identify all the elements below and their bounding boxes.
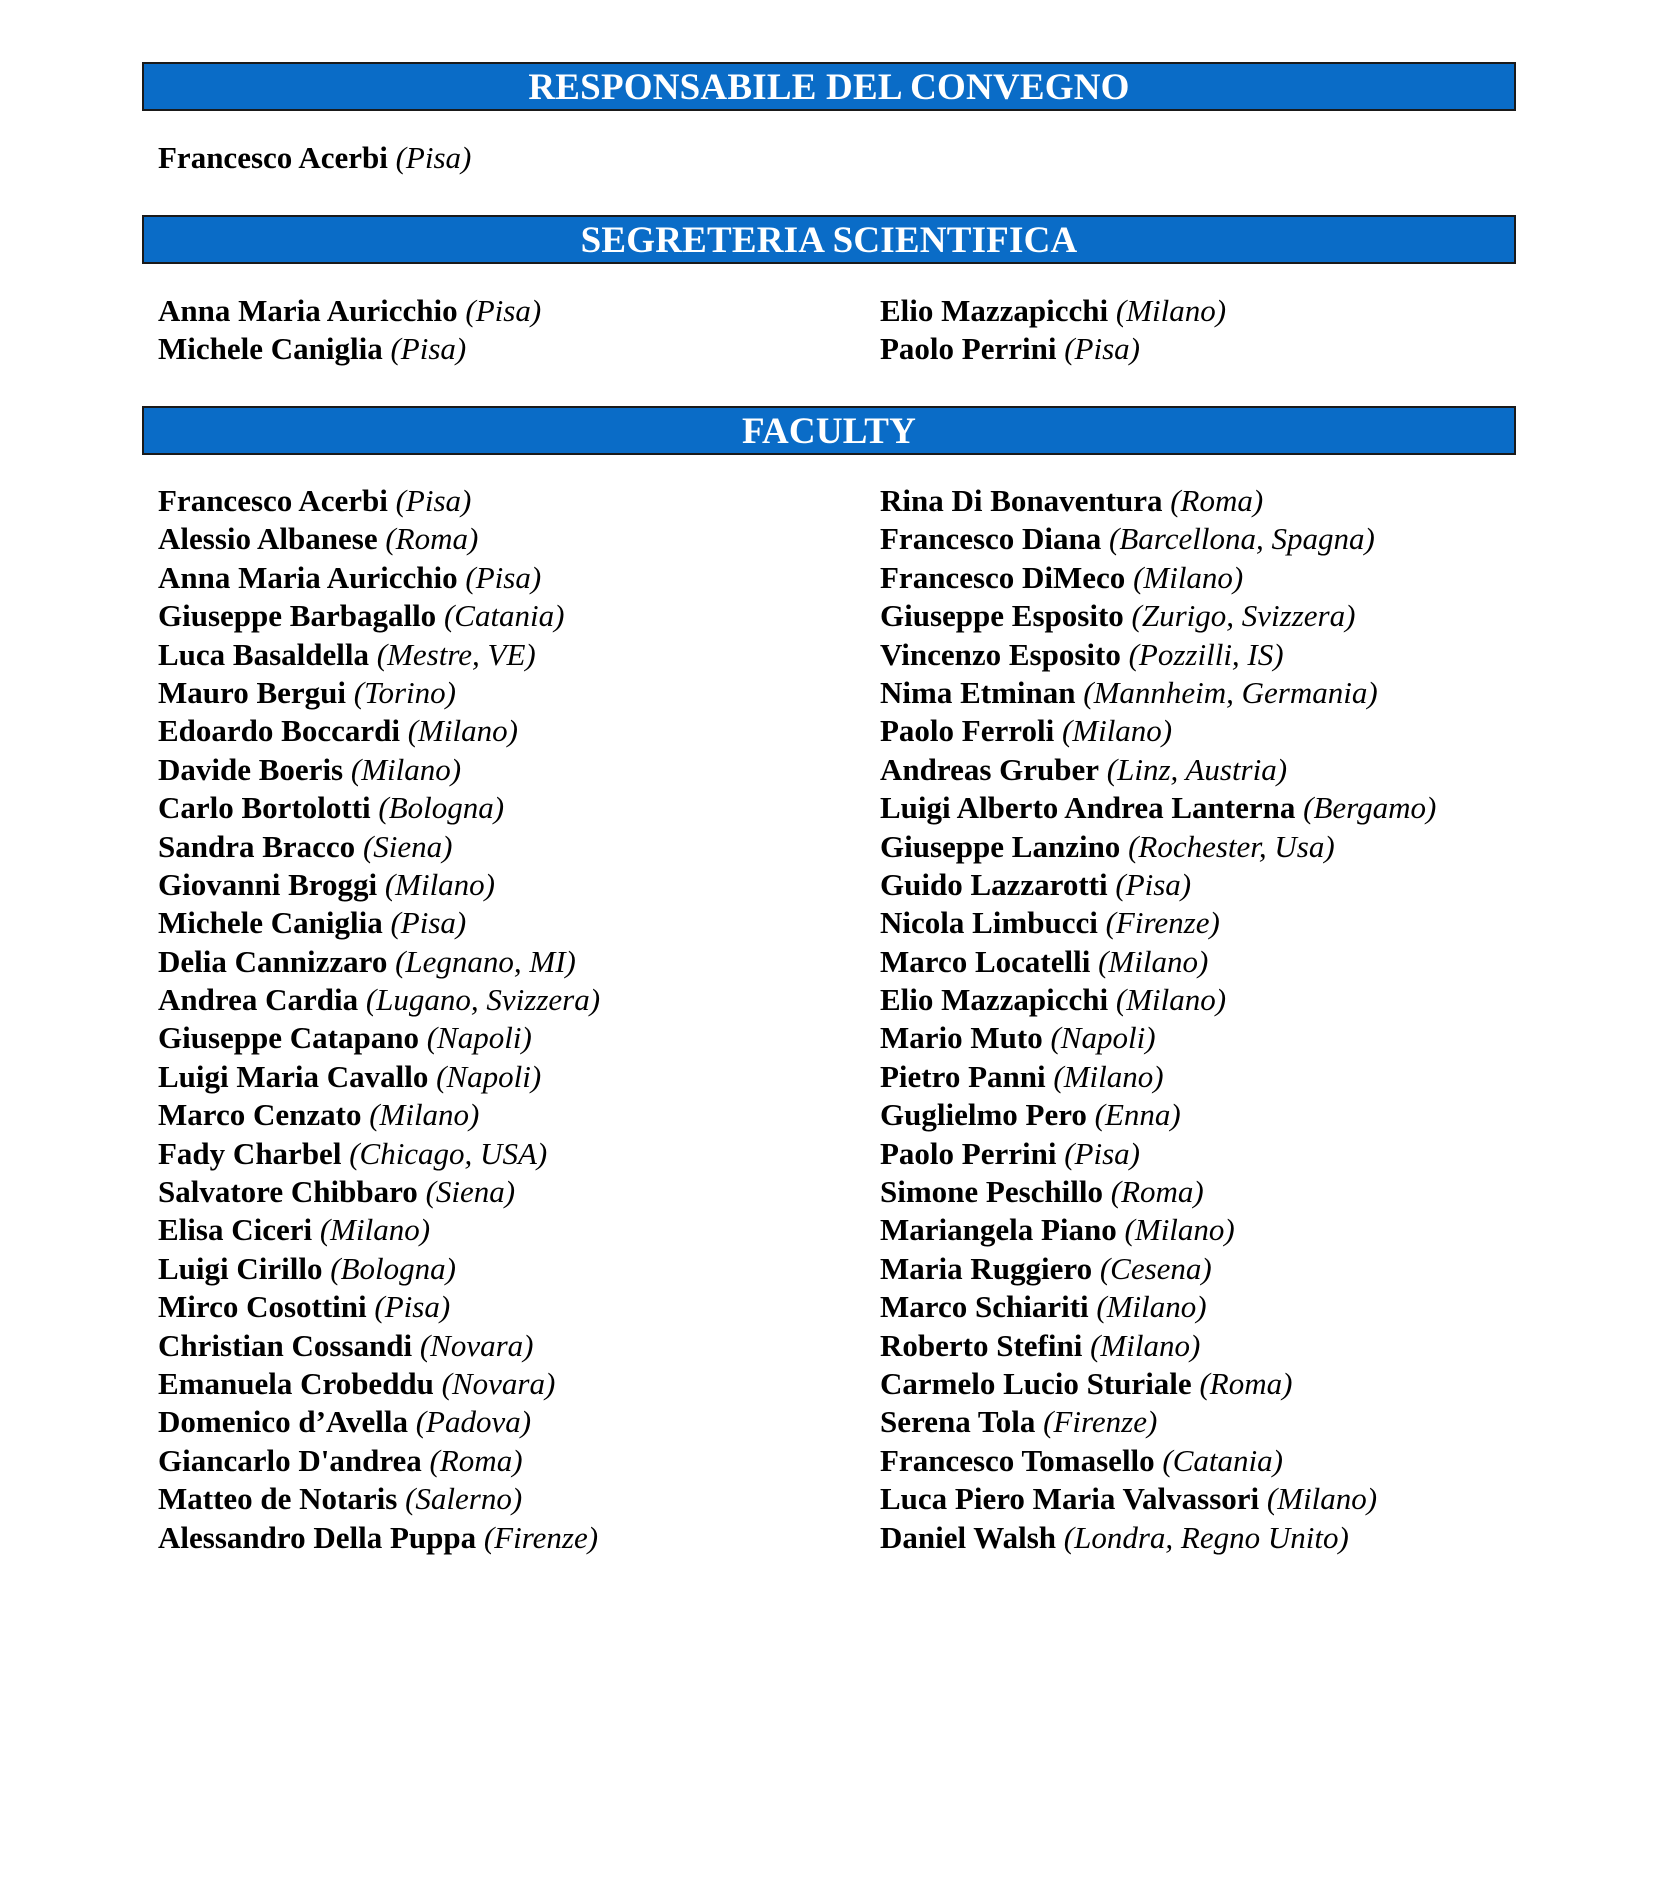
person-entry	[158, 1211, 600, 1249]
person-name: Andreas Gruber	[880, 751, 1100, 787]
section-header-segreteria: SEGRETERIA SCIENTIFICA	[142, 215, 1516, 264]
person-name: Francesco Acerbi	[158, 140, 388, 175]
person-name: Elisa Ciceri	[158, 1212, 313, 1248]
person-entry	[158, 559, 600, 597]
person-name: Marco Cenzato	[158, 1097, 362, 1133]
person-entry	[880, 1096, 1436, 1134]
person-entry	[880, 1019, 1436, 1057]
person-affiliation: (Roma)	[429, 1442, 523, 1478]
person-affiliation: (Roma)	[1110, 1174, 1204, 1210]
person-name: Fady Charbel	[158, 1135, 342, 1171]
person-affiliation: (Pisa)	[465, 293, 542, 328]
person-entry	[158, 1019, 600, 1057]
person-name: Mauro Bergui	[158, 674, 346, 710]
person-entry	[880, 559, 1436, 597]
person-name: Paolo Perrini	[880, 331, 1057, 367]
person-entry	[880, 1211, 1436, 1249]
person-affiliation: (Pisa)	[465, 559, 542, 595]
person-entry	[158, 904, 600, 942]
person-affiliation: (Cesena)	[1099, 1250, 1212, 1286]
person-affiliation: (Siena)	[362, 828, 453, 864]
person-affiliation: (Pisa)	[1064, 1135, 1140, 1171]
person-affiliation: (Milano)	[384, 866, 496, 902]
person-name: Francesco Tomasello	[880, 1442, 1155, 1478]
person-entry	[158, 139, 471, 177]
person-entry	[880, 1288, 1436, 1326]
person-affiliation: (Siena)	[425, 1174, 516, 1210]
person-name: Paolo Perrini	[880, 1135, 1057, 1171]
person-affiliation: (Milano)	[1090, 1327, 1201, 1363]
person-entry	[880, 1135, 1436, 1173]
person-entry	[880, 292, 1226, 330]
person-affiliation: (Catania)	[443, 598, 565, 634]
person-entry	[880, 1058, 1436, 1096]
person-name: Anna Maria Auricchio	[158, 293, 458, 328]
person-affiliation: (Roma)	[1199, 1365, 1293, 1401]
person-affiliation: (Enna)	[1094, 1097, 1181, 1133]
person-name: Nicola Limbucci	[880, 905, 1098, 941]
person-name: Giuseppe Lanzino	[880, 828, 1121, 864]
person-affiliation: (Torino)	[353, 674, 456, 710]
person-entry	[880, 751, 1436, 789]
person-affiliation: (Novara)	[441, 1365, 556, 1401]
person-name: Elio Mazzapicchi	[880, 982, 1109, 1018]
person-entry	[158, 330, 541, 368]
person-affiliation: (Londra, Regno Unito)	[1063, 1519, 1349, 1555]
person-affiliation: (Milano)	[1061, 713, 1173, 749]
segreteria-list-left	[158, 292, 541, 369]
person-name: Giuseppe Barbagallo	[158, 598, 437, 634]
person-entry	[880, 1480, 1436, 1518]
person-name: Davide Boeris	[158, 751, 344, 787]
person-name: Giuseppe Esposito	[880, 598, 1124, 634]
person-affiliation: (Pisa)	[1064, 331, 1140, 367]
person-affiliation: (Milano)	[1266, 1481, 1378, 1517]
person-affiliation: (Legnano, MI)	[395, 943, 576, 979]
person-affiliation: (Rochester, Usa)	[1128, 828, 1335, 864]
person-entry	[158, 1173, 600, 1211]
person-entry	[158, 1250, 600, 1288]
person-name: Mario Muto	[880, 1020, 1043, 1056]
person-entry	[158, 712, 600, 750]
person-name: Carmelo Lucio Sturiale	[880, 1365, 1192, 1401]
person-name: Francesco Acerbi	[158, 483, 388, 518]
person-entry	[158, 1327, 600, 1365]
person-affiliation: (Milano)	[1115, 982, 1227, 1018]
person-entry	[158, 1403, 600, 1441]
person-entry	[880, 482, 1436, 520]
person-name: Giovanni Broggi	[158, 866, 378, 902]
person-entry	[880, 981, 1436, 1019]
person-entry	[158, 597, 600, 635]
person-affiliation: (Milano)	[1115, 293, 1227, 328]
person-entry	[158, 943, 600, 981]
person-entry	[880, 712, 1436, 750]
person-entry	[158, 1288, 600, 1326]
person-entry	[880, 674, 1436, 712]
person-affiliation: (Novara)	[419, 1327, 534, 1363]
person-name: Michele Caniglia	[158, 905, 383, 941]
person-affiliation: (Napoli)	[436, 1058, 542, 1094]
person-entry	[880, 597, 1436, 635]
person-affiliation: (Mestre, VE)	[376, 636, 536, 672]
person-affiliation: (Milano)	[1124, 1212, 1235, 1248]
person-affiliation: (Catania)	[1162, 1442, 1283, 1478]
person-entry	[880, 789, 1436, 827]
person-name: Francesco Diana	[880, 521, 1102, 557]
person-affiliation: (Bologna)	[330, 1250, 456, 1286]
person-affiliation: (Firenze)	[483, 1519, 599, 1555]
person-name: Daniel Walsh	[880, 1519, 1057, 1555]
person-name: Pietro Panni	[880, 1058, 1046, 1094]
person-affiliation: (Roma)	[385, 521, 479, 557]
person-name: Domenico d’Avella	[158, 1404, 408, 1440]
person-name: Guido Lazzarotti	[880, 866, 1108, 902]
person-name: Mariangela Piano	[880, 1212, 1117, 1248]
person-entry	[880, 636, 1436, 674]
person-name: Marco Schiariti	[880, 1289, 1089, 1325]
person-affiliation: (Milano)	[1053, 1058, 1164, 1094]
person-affiliation: (Pisa)	[1115, 866, 1192, 902]
person-affiliation: (Pisa)	[374, 1289, 451, 1325]
section-header-responsabile: RESPONSABILE DEL CONVEGNO	[142, 62, 1516, 111]
person-affiliation: (Padova)	[415, 1404, 532, 1440]
person-name: Giuseppe Catapano	[158, 1020, 419, 1056]
person-affiliation: (Milano)	[407, 713, 518, 749]
person-entry	[158, 866, 600, 904]
person-name: Michele Caniglia	[158, 331, 383, 367]
person-name: Mirco Cosottini	[158, 1289, 367, 1325]
person-name: Luca Piero Maria Valvassori	[880, 1481, 1260, 1517]
person-affiliation: (Mannheim, Germania)	[1083, 674, 1378, 710]
person-entry	[880, 866, 1436, 904]
person-affiliation: (Pisa)	[395, 483, 472, 518]
person-entry	[158, 1519, 600, 1557]
person-entry	[158, 828, 600, 866]
person-entry	[158, 1135, 600, 1173]
person-affiliation: (Milano)	[1098, 943, 1209, 979]
person-affiliation: (Barcellona, Spagna)	[1109, 521, 1375, 557]
person-entry	[158, 636, 600, 674]
person-entry	[158, 1058, 600, 1096]
person-name: Giancarlo D'andrea	[158, 1442, 422, 1478]
person-name: Vincenzo Esposito	[880, 636, 1121, 672]
person-entry	[158, 520, 600, 558]
person-entry	[158, 292, 541, 330]
person-name: Alessio Albanese	[158, 521, 378, 557]
person-name: Marco Locatelli	[880, 943, 1091, 979]
person-name: Edoardo Boccardi	[158, 713, 400, 749]
person-name: Carlo Bortolotti	[158, 790, 371, 826]
person-name: Andrea Cardia	[158, 982, 359, 1018]
person-affiliation: (Salerno)	[405, 1481, 523, 1517]
person-name: Anna Maria Auricchio	[158, 559, 458, 595]
person-name: Matteo de Notaris	[158, 1481, 398, 1517]
person-affiliation: (Milano)	[319, 1212, 431, 1248]
person-name: Roberto Stefini	[880, 1327, 1083, 1363]
person-name: Maria Ruggiero	[880, 1250, 1093, 1286]
person-affiliation: (Linz, Austria)	[1106, 751, 1288, 787]
person-entry	[880, 1173, 1436, 1211]
person-entry	[880, 520, 1436, 558]
person-name: Sandra Bracco	[158, 828, 356, 864]
person-name: Francesco DiMeco	[880, 559, 1126, 595]
person-entry	[158, 1480, 600, 1518]
person-entry	[158, 674, 600, 712]
person-entry	[880, 1403, 1436, 1441]
person-entry	[880, 1442, 1436, 1480]
person-name: Simone Peschillo	[880, 1174, 1104, 1210]
person-entry	[158, 1096, 600, 1134]
person-affiliation: (Bologna)	[378, 790, 505, 826]
person-entry	[880, 943, 1436, 981]
person-affiliation: (Milano)	[369, 1097, 480, 1133]
person-affiliation: (Firenze)	[1043, 1404, 1158, 1440]
person-entry	[880, 1327, 1436, 1365]
person-entry	[158, 751, 600, 789]
person-name: Paolo Ferroli	[880, 713, 1055, 749]
person-entry	[880, 1250, 1436, 1288]
person-name: Luigi Alberto Andrea Lanterna	[880, 790, 1296, 826]
person-entry	[158, 1442, 600, 1480]
responsabile-list	[158, 139, 471, 177]
person-affiliation: (Firenze)	[1105, 905, 1220, 941]
person-name: Luigi Maria Cavallo	[158, 1058, 429, 1094]
person-entry	[880, 828, 1436, 866]
person-name: Luigi Cirillo	[158, 1250, 323, 1286]
person-affiliation: (Lugano, Svizzera)	[365, 982, 601, 1018]
person-entry	[880, 904, 1436, 942]
person-affiliation: (Pozzilli, IS)	[1128, 636, 1284, 672]
person-entry	[158, 789, 600, 827]
person-name: Guglielmo Pero	[880, 1097, 1087, 1133]
section-header-faculty: FACULTY	[142, 406, 1516, 455]
person-entry	[880, 330, 1226, 368]
person-entry	[158, 482, 600, 520]
person-name: Delia Cannizzaro	[158, 943, 388, 979]
person-entry	[158, 981, 600, 1019]
person-name: Nima Etminan	[880, 674, 1076, 710]
person-name: Luca Basaldella	[158, 636, 370, 672]
person-affiliation: (Roma)	[1170, 483, 1264, 518]
person-entry	[880, 1519, 1436, 1557]
person-name: Rina Di Bonaventura	[880, 483, 1163, 518]
person-affiliation: (Napoli)	[426, 1020, 532, 1056]
person-name: Alessandro Della Puppa	[158, 1519, 477, 1555]
person-affiliation: (Chicago, USA)	[349, 1135, 548, 1171]
person-affiliation: (Milano)	[1133, 559, 1244, 595]
person-name: Elio Mazzapicchi	[880, 293, 1109, 328]
person-entry	[158, 1365, 600, 1403]
person-affiliation: (Pisa)	[395, 140, 472, 175]
person-affiliation: (Milano)	[1096, 1289, 1207, 1325]
person-affiliation: (Zurigo, Svizzera)	[1131, 598, 1356, 634]
faculty-list-right	[880, 482, 1436, 1557]
faculty-list-left	[158, 482, 600, 1557]
person-name: Serena Tola	[880, 1404, 1036, 1440]
person-affiliation: (Milano)	[350, 751, 462, 787]
segreteria-list-right	[880, 292, 1226, 369]
person-name: Christian Cossandi	[158, 1327, 413, 1363]
person-affiliation: (Pisa)	[390, 331, 467, 367]
person-entry	[880, 1365, 1436, 1403]
person-name: Salvatore Chibbaro	[158, 1174, 418, 1210]
person-name: Emanuela Crobeddu	[158, 1365, 434, 1401]
person-affiliation: (Bergamo)	[1303, 790, 1437, 826]
person-affiliation: (Napoli)	[1050, 1020, 1156, 1056]
person-affiliation: (Pisa)	[390, 905, 467, 941]
